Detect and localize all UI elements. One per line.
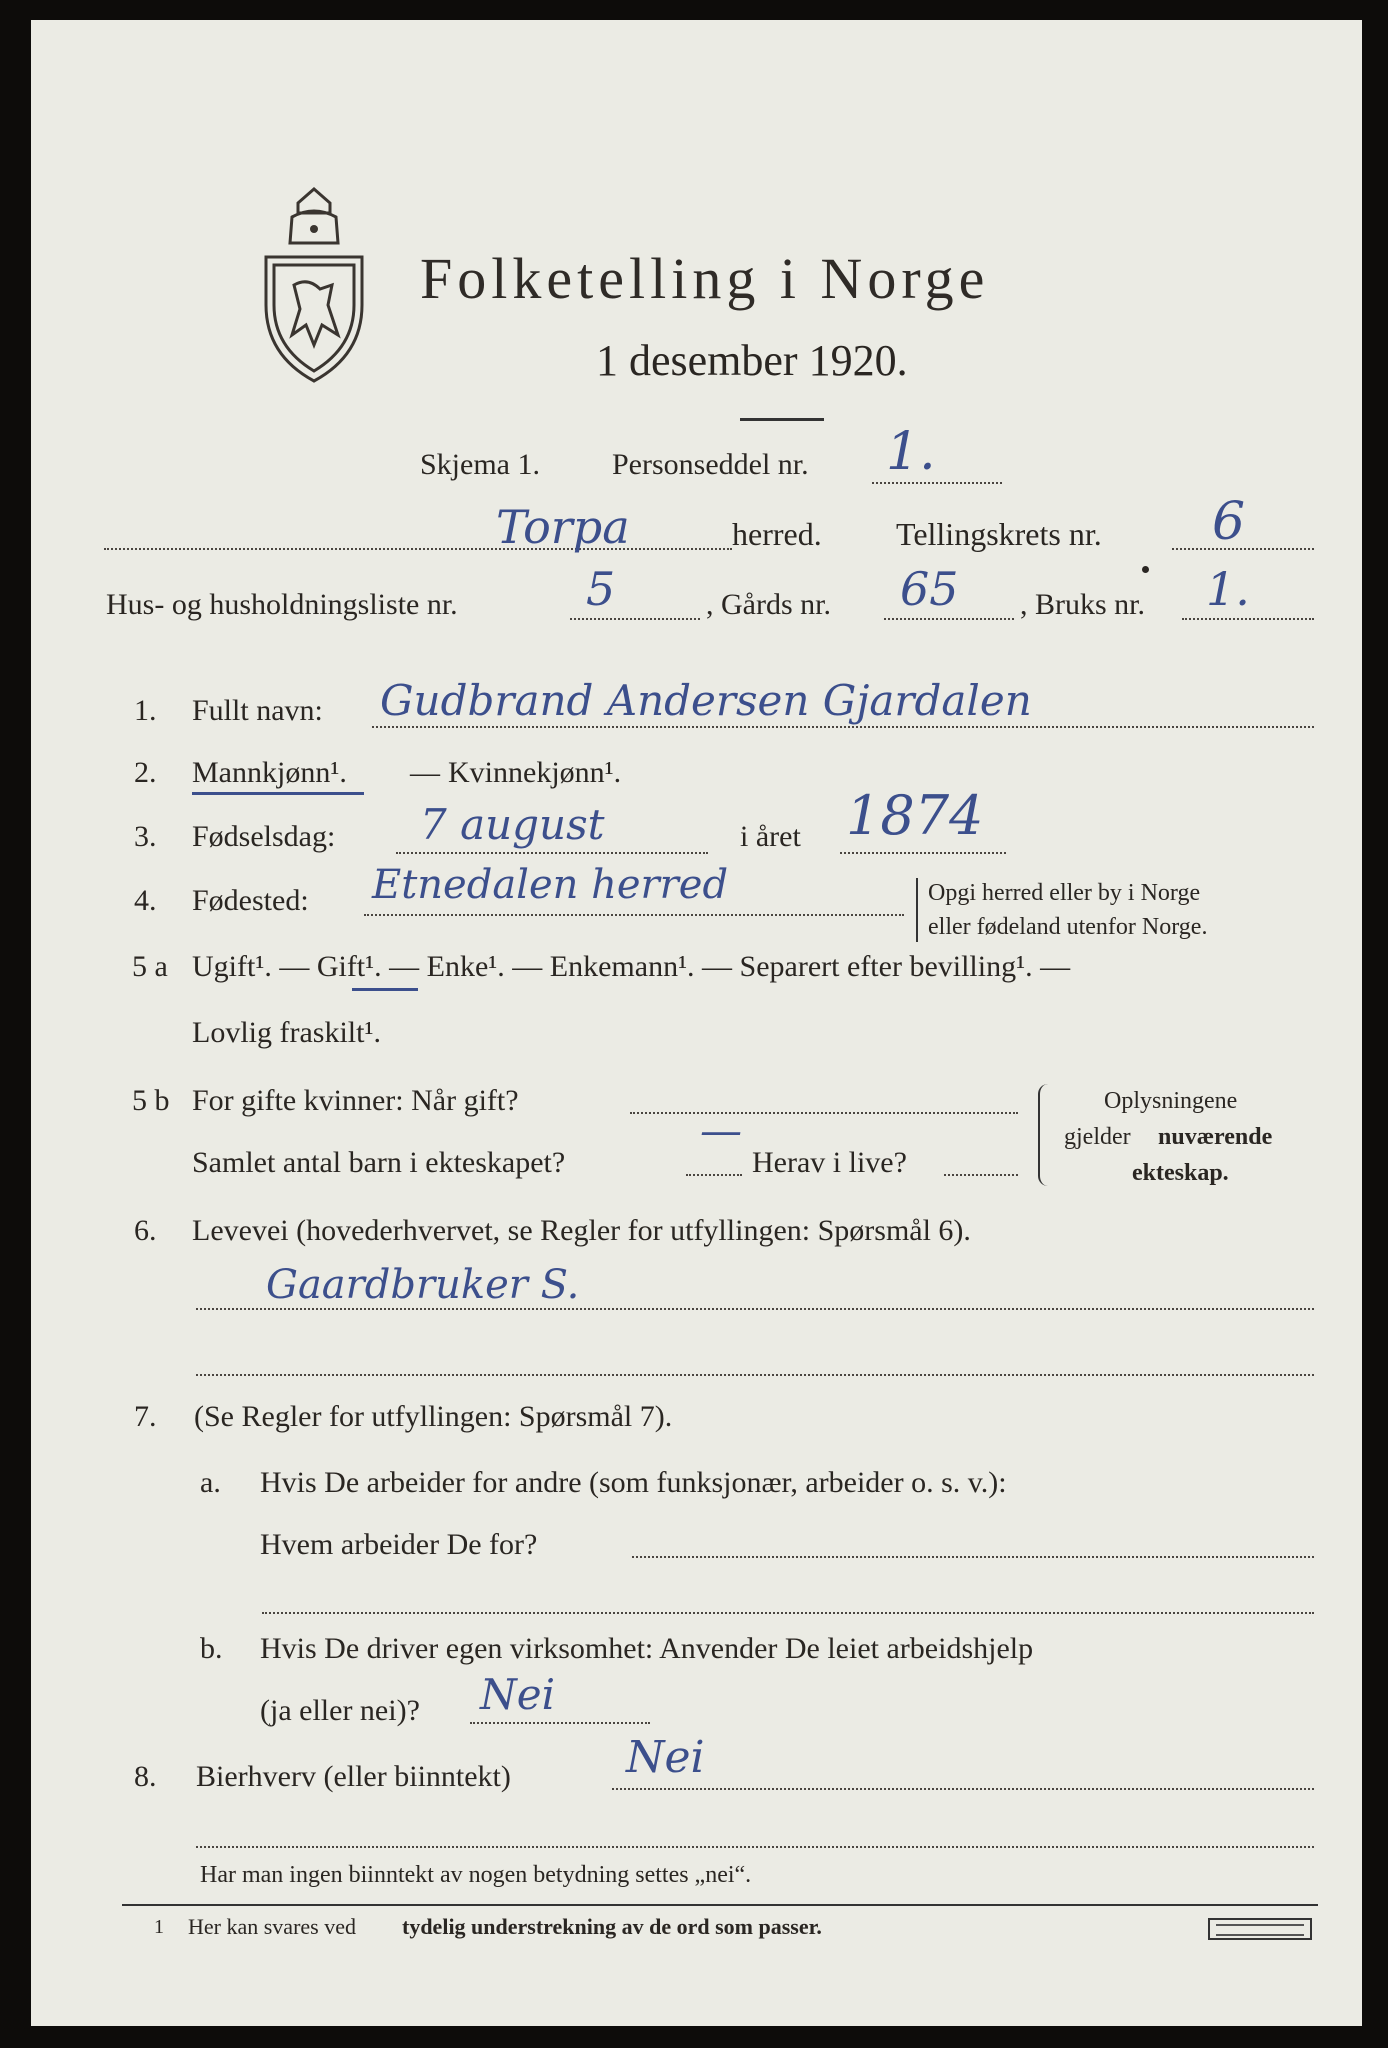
q3-day-line [396, 852, 708, 854]
census-date: 1 desember 1920. [596, 336, 908, 385]
q5b-dash: — [700, 1106, 742, 1155]
q5b-note2-bold: nuværende [1158, 1124, 1273, 1150]
q2-male-underline [192, 792, 364, 795]
q7-number: 7. [134, 1400, 157, 1433]
q7a-text2: Hvem arbeider De for? [260, 1528, 538, 1561]
q4-value: Etnedalen herred [372, 862, 729, 908]
q1-line [372, 726, 1314, 728]
q7a-line2 [262, 1612, 1314, 1614]
q7a-text: Hvis De arbeider for andre (som funksjonær, arbeider o. s. v.): [260, 1466, 1007, 1499]
q6-line1 [196, 1308, 1314, 1310]
page-title: Folketelling i Norge [420, 246, 990, 311]
hus-value: 5 [586, 562, 616, 616]
q5a-number: 5 a [132, 950, 168, 983]
q5b-children-line [686, 1174, 742, 1176]
q7a-letter: a. [200, 1466, 221, 1499]
q5b-label2: Samlet antal barn i ekteskapet? [192, 1146, 566, 1179]
q3-year-value: 1874 [846, 784, 984, 847]
herred-label: herred. [732, 516, 822, 552]
q6-label: Levevei (hovederhvervet, se Regler for utfyllingen: Spørsmål 6). [192, 1214, 971, 1247]
q5b-brace [1038, 1084, 1050, 1186]
personseddel-label: Personseddel nr. [612, 448, 809, 481]
q1-label: Fullt navn: [192, 694, 323, 727]
footnote-mark: 1 [154, 1916, 164, 1938]
printer-stamp [1208, 1918, 1312, 1940]
q7b-text: Hvis De driver egen virksomhet: Anvender De leiet arbeidshjelp [260, 1632, 1034, 1665]
q8-label: Bierhverv (eller biinntekt) [196, 1760, 511, 1793]
q3-year-line [840, 852, 1006, 854]
q5b-when-line [630, 1112, 1018, 1114]
q2-male: Mannkjønn¹. [192, 756, 347, 789]
bruks-label: , Bruks nr. [1020, 588, 1146, 621]
q5b-alive-line [944, 1174, 1018, 1176]
q7-label: (Se Regler for utfyllingen: Spørsmål 7). [194, 1400, 673, 1433]
hus-line [570, 618, 700, 620]
q2-number: 2. [134, 756, 157, 789]
tellingskrets-label: Tellingskrets nr. [896, 516, 1102, 552]
q3-year-label: i året [740, 820, 801, 853]
tellingskrets-value: 6 [1212, 492, 1246, 552]
q8-number: 8. [134, 1760, 157, 1793]
q5b-number: 5 b [132, 1084, 170, 1117]
footnote-text: Her kan svares ved [188, 1914, 356, 1939]
q4-line [364, 914, 904, 916]
bruks-value: 1. [1206, 562, 1250, 616]
q3-value: 7 august [420, 800, 605, 849]
q8-value: Nei [626, 1732, 705, 1783]
gards-label: , Gårds nr. [706, 588, 831, 621]
q8-line2 [196, 1846, 1314, 1848]
q4-note-line2: eller fødeland utenfor Norge. [928, 914, 1208, 940]
q5b-note1: Oplysningene [1104, 1088, 1238, 1114]
footnote-emphasis: tydelig understrekning av de ord som passer. [402, 1914, 822, 1939]
q1-value: Gudbrand Andersen Gjardalen [380, 676, 1032, 725]
q8-line1 [612, 1788, 1314, 1790]
q6-line2 [196, 1374, 1314, 1376]
skjema-label: Skjema 1. [420, 448, 540, 481]
q7b-text2: (ja eller nei)? [260, 1694, 420, 1727]
q5b-label3: Herav i live? [752, 1146, 907, 1179]
ink-mark [1142, 566, 1149, 573]
q5a-options: Ugift¹. — Gift¹. — Enke¹. — Enkemann¹. — Separert efter bevilling¹. — [192, 950, 1071, 983]
q4-label: Fødested: [192, 884, 309, 917]
bruks-line [1182, 618, 1314, 620]
personseddel-value: 1. [886, 422, 936, 482]
q7b-letter: b. [200, 1632, 223, 1665]
q4-note-line1: Opgi herred eller by i Norge [928, 880, 1201, 906]
q6-number: 6. [134, 1214, 157, 1247]
gards-value: 65 [900, 562, 959, 616]
q5b-note3: ekteskap. [1132, 1160, 1229, 1186]
q5a-options-line2: Lovlig fraskilt¹. [192, 1016, 381, 1049]
hus-label: Hus- og husholdningsliste nr. [106, 588, 458, 621]
q7b-line [470, 1722, 650, 1724]
q4-note-brace [916, 878, 918, 942]
personseddel-line [872, 482, 1002, 484]
q7b-value: Nei [480, 1670, 556, 1719]
q2-separator: — [410, 756, 440, 789]
herred-value: Torpa [496, 500, 630, 554]
note-nei: Har man ingen biinntekt av nogen betydning settes „nei“. [200, 1862, 752, 1888]
q2-female: Kvinnekjønn¹. [448, 756, 622, 789]
q4-number: 4. [134, 884, 157, 917]
title-divider [740, 418, 824, 421]
herred-line [104, 548, 732, 550]
q6-value: Gaardbruker S. [266, 1262, 580, 1308]
q3-number: 3. [134, 820, 157, 853]
q5b-note2: gjelder [1064, 1124, 1131, 1150]
coat-of-arms-icon [258, 185, 370, 385]
q5b-label1: For gifte kvinner: Når gift? [192, 1084, 519, 1117]
gards-line [884, 618, 1014, 620]
q7a-line1 [632, 1556, 1314, 1558]
q3-label: Fødselsdag: [192, 820, 336, 853]
q5a-gift-underline [352, 988, 418, 991]
footer-divider [122, 1904, 1318, 1906]
q1-number: 1. [134, 694, 157, 727]
